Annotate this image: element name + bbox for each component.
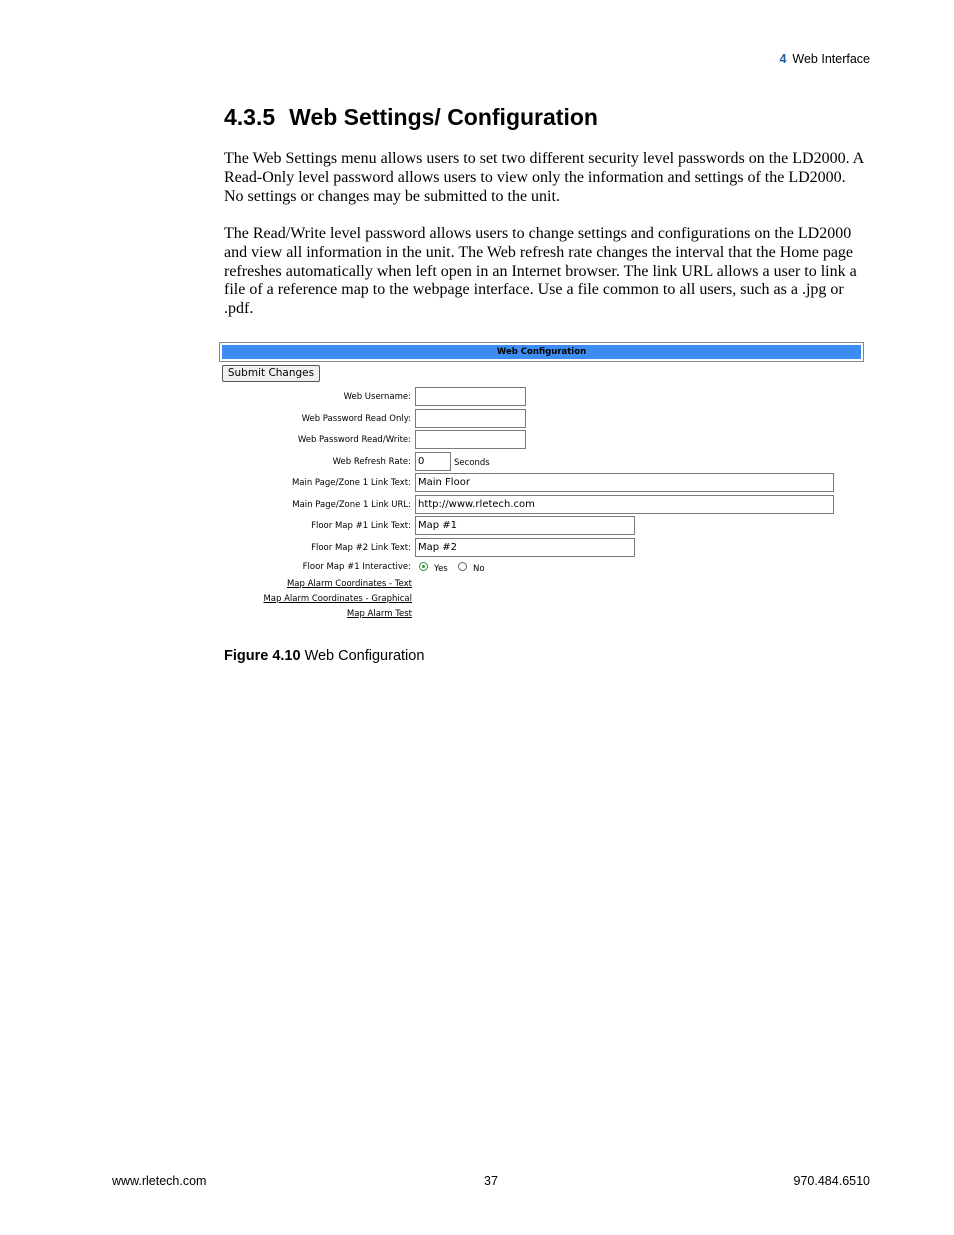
password-read-only-input[interactable]	[415, 409, 526, 428]
main-link-text-input[interactable]: Main Floor	[415, 473, 834, 492]
body-paragraph-2: The Read/Write level password allows users to change settings and configurations on the LD2000 and view all information in the unit. The Web refresh rate changes the interval that the Home page refreshes automatically when left open in an Internet browser. The link URL allows a user to link a file of a reference map to the webpage interface. Use a file common to all users, such as a .jpg or .pdf.	[224, 225, 857, 318]
main-link-url-label: Main Page/Zone 1 Link URL:	[292, 500, 411, 510]
body-paragraph-1: The Web Settings menu allows users to set two different security level passwords on the LD2000. A Read-Only level password allows users to view only the information and settings of the LD2000. No settings or changes may be submitted to the unit.	[224, 150, 864, 205]
main-link-url-input[interactable]: http://www.rletech.com	[415, 495, 834, 514]
interactive-no-radio[interactable]	[458, 562, 467, 571]
map1-link-text-label: Floor Map #1 Link Text:	[311, 521, 411, 531]
row-main-link-url	[219, 495, 864, 515]
chapter-title: Web Interface	[792, 52, 870, 66]
map-alarm-test-link[interactable]: Map Alarm Test	[346, 609, 412, 619]
map1-link-text-input[interactable]: Map #1	[415, 516, 635, 535]
panel-title-bar	[219, 342, 864, 362]
row-password-read-only	[219, 409, 864, 429]
interactive-no-label: No	[473, 564, 485, 574]
interactive-yes-label: Yes	[434, 564, 448, 574]
footer-page-number: 37	[484, 1174, 498, 1188]
section-heading	[224, 104, 598, 131]
chapter-number: 4	[779, 52, 787, 66]
row-map1-interactive	[219, 560, 864, 580]
row-map2-link-text	[219, 538, 864, 558]
refresh-rate-input[interactable]: 0	[415, 452, 451, 471]
row-web-username	[219, 387, 864, 407]
web-username-label: Web Username:	[343, 392, 411, 402]
figure-caption-text: Web Configuration	[304, 648, 425, 664]
interactive-yes-radio[interactable]	[419, 562, 428, 571]
map-alarm-coordinates-text-link[interactable]: Map Alarm Coordinates - Text	[286, 579, 412, 589]
refresh-rate-unit: Seconds	[454, 458, 490, 468]
refresh-rate-label: Web Refresh Rate:	[332, 457, 411, 467]
row-main-link-text	[219, 473, 864, 493]
password-read-write-label: Web Password Read/Write:	[297, 435, 411, 445]
figure-number: Figure 4.10	[224, 648, 301, 664]
map2-link-text-label: Floor Map #2 Link Text:	[311, 543, 411, 553]
figure-caption	[224, 648, 424, 664]
section-title: Web Settings/ Configuration	[289, 104, 598, 130]
panel-title: Web Configuration	[222, 345, 861, 359]
row-map1-link-text	[219, 516, 864, 536]
footer-website: www.rletech.com	[112, 1174, 207, 1188]
row-password-read-write	[219, 430, 864, 450]
web-username-input[interactable]	[415, 387, 526, 406]
section-number: 4.3.5	[224, 104, 276, 130]
main-link-text-label: Main Page/Zone 1 Link Text:	[291, 478, 411, 488]
running-header	[779, 52, 870, 66]
map2-link-text-input[interactable]: Map #2	[415, 538, 635, 557]
web-configuration-figure	[219, 342, 864, 632]
password-read-write-input[interactable]	[415, 430, 526, 449]
map-alarm-coordinates-graphical-link[interactable]: Map Alarm Coordinates - Graphical	[263, 594, 412, 604]
submit-changes-button[interactable]: Submit Changes	[222, 365, 320, 382]
row-refresh-rate	[219, 452, 864, 472]
footer-phone: 970.484.6510	[793, 1174, 870, 1188]
map1-interactive-label: Floor Map #1 Interactive:	[302, 562, 411, 572]
password-read-only-label: Web Password Read Only:	[301, 414, 411, 424]
